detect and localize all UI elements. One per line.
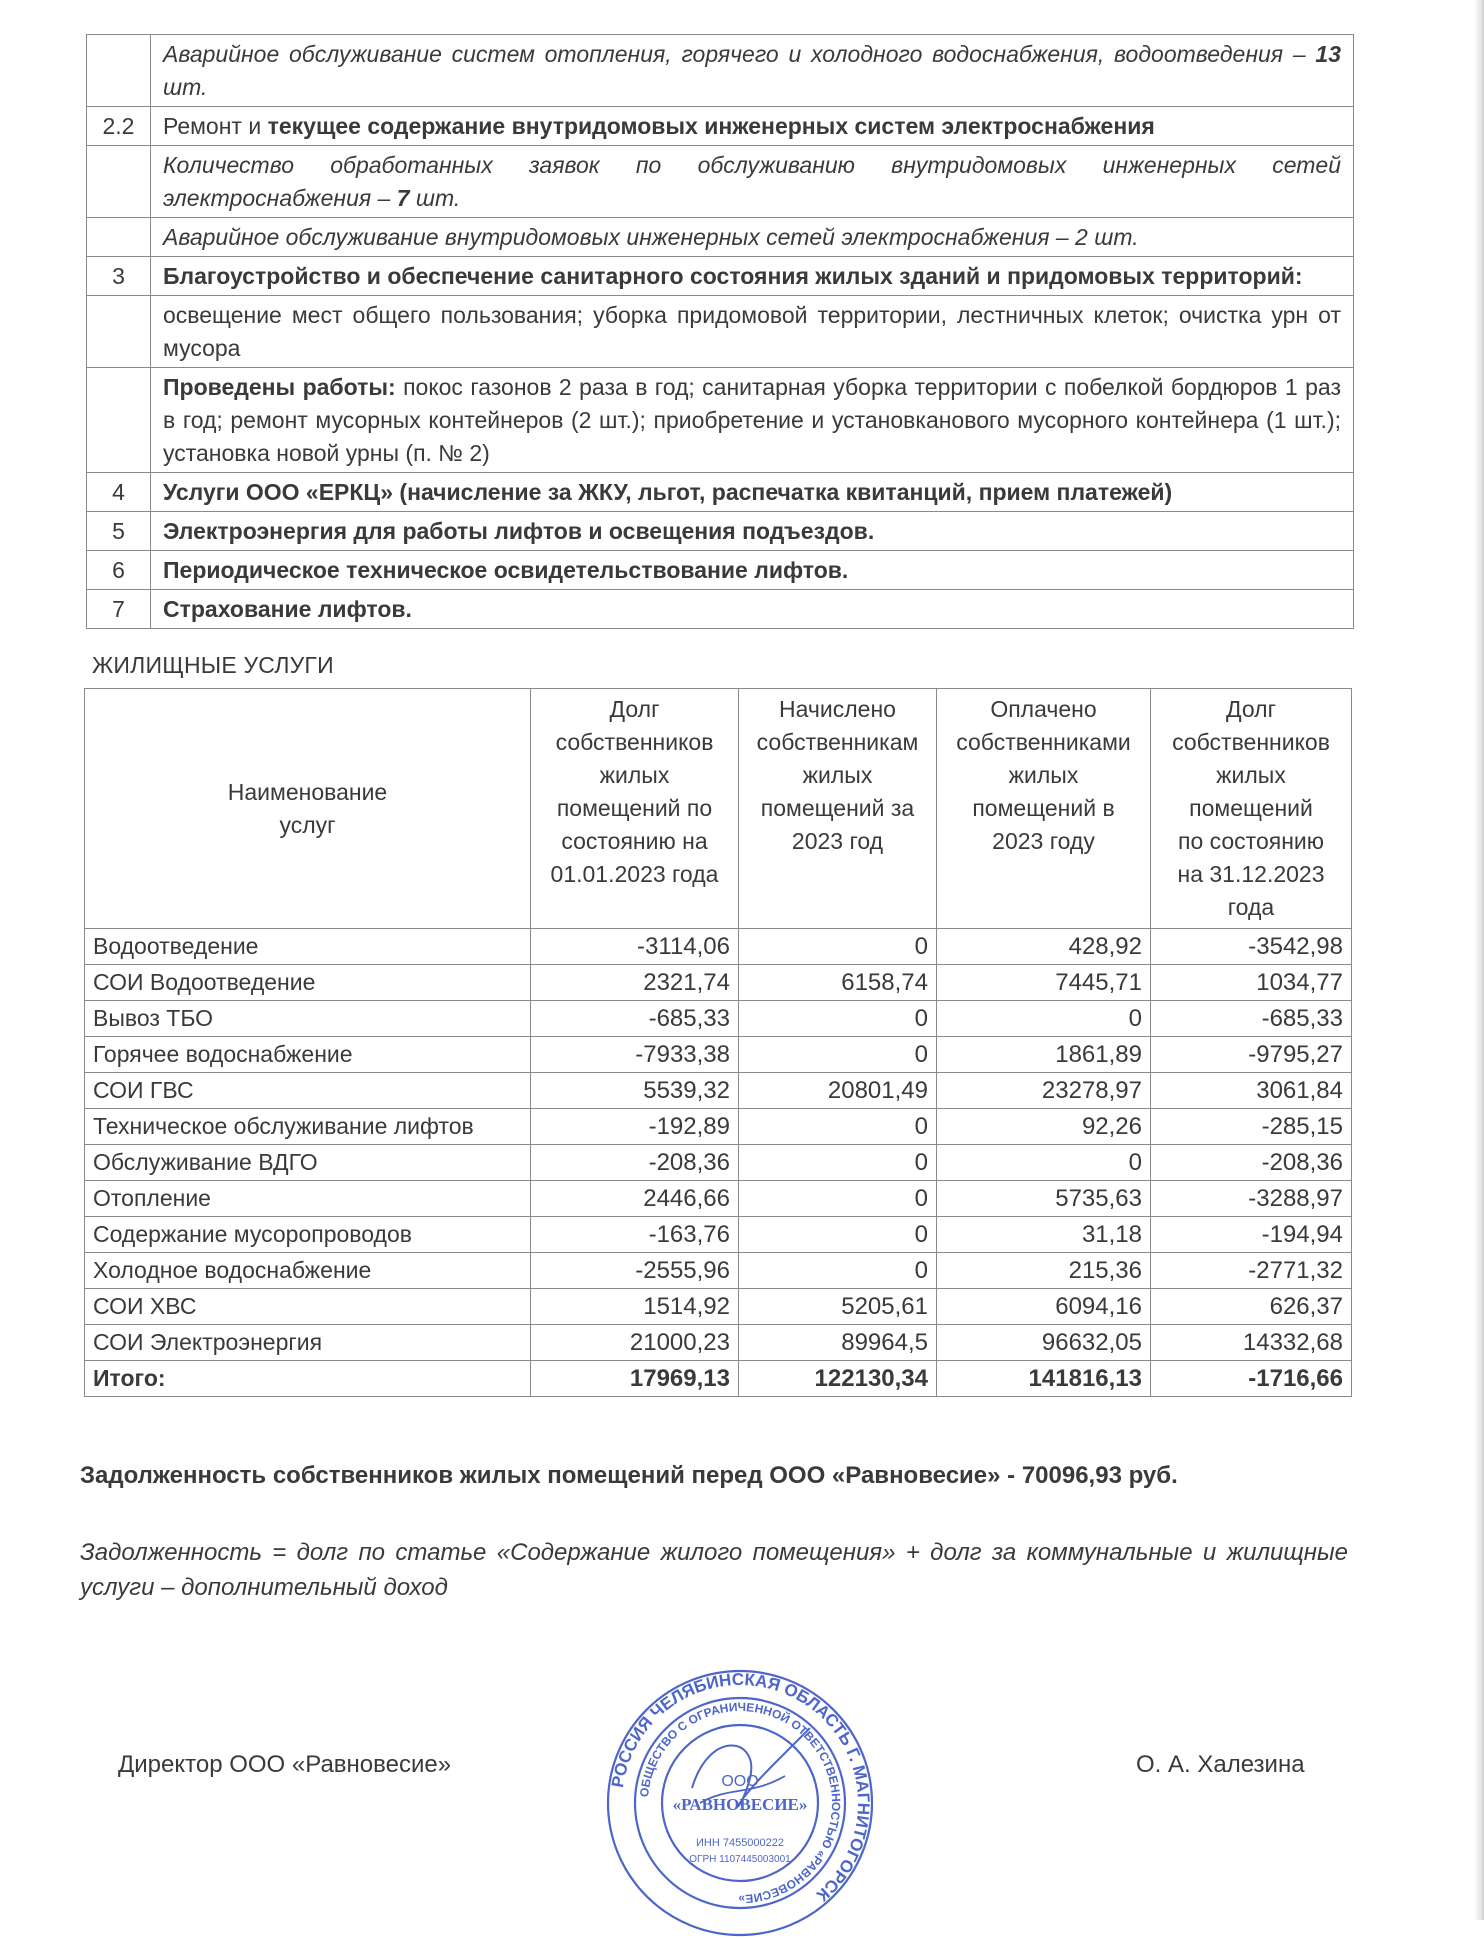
service-number: 4 <box>87 473 151 512</box>
service-description <box>151 368 1354 473</box>
amount-cell: 1034,77 <box>1151 965 1352 1001</box>
service-number: 5 <box>87 512 151 551</box>
table-row <box>85 1289 1352 1325</box>
amount-cell: 6158,74 <box>739 965 937 1001</box>
service-number: 3 <box>87 257 151 296</box>
amount-cell: -685,33 <box>1151 1001 1352 1037</box>
service-text-part: Количество обработанных заявок по обслуживанию внутридомовых инженерных сетей электроснабжения – <box>163 152 1341 211</box>
amount-cell: 1514,92 <box>531 1289 739 1325</box>
services-table <box>86 34 1354 629</box>
column-header: Долг собственников жилых помещений по состоянию на 31.12.2023 года <box>1151 689 1352 929</box>
amount-cell: -3114,06 <box>531 929 739 965</box>
service-name-cell: Горячее водоснабжение <box>85 1037 531 1073</box>
amount-cell: 89964,5 <box>739 1325 937 1361</box>
service-text-part: шт. <box>409 185 461 211</box>
amount-cell: -2771,32 <box>1151 1253 1352 1289</box>
service-description <box>151 473 1354 512</box>
stamp-center-main: «РАВНОВЕСИЕ» <box>672 1795 808 1814</box>
table-row <box>85 965 1352 1001</box>
amount-cell: 0 <box>937 1001 1151 1037</box>
service-row <box>87 590 1354 629</box>
amount-cell: 626,37 <box>1151 1289 1352 1325</box>
amount-cell: 96632,05 <box>937 1325 1151 1361</box>
amount-cell: 0 <box>739 1181 937 1217</box>
service-description <box>151 590 1354 629</box>
amount-cell: 17969,13 <box>531 1361 739 1397</box>
amount-cell: 0 <box>739 929 937 965</box>
amount-cell: 215,36 <box>937 1253 1151 1289</box>
housing-table-header-row <box>85 689 1352 929</box>
service-row <box>87 512 1354 551</box>
amount-cell: 0 <box>739 1001 937 1037</box>
amount-cell: 0 <box>739 1253 937 1289</box>
table-row <box>85 1253 1352 1289</box>
amount-cell: -9795,27 <box>1151 1037 1352 1073</box>
service-name-cell: Водоотведение <box>85 929 531 965</box>
service-row <box>87 296 1354 368</box>
amount-cell: -3542,98 <box>1151 929 1352 965</box>
service-text-part: текущее содержание внутридомовых инженерных систем электроснабжения <box>267 113 1155 139</box>
service-name-cell: СОИ Водоотведение <box>85 965 531 1001</box>
amount-cell: 7445,71 <box>937 965 1151 1001</box>
amount-cell: -2555,96 <box>531 1253 739 1289</box>
service-name-cell: Содержание мусоропроводов <box>85 1217 531 1253</box>
column-header: Наименование услуг <box>85 689 531 929</box>
table-row <box>85 1325 1352 1361</box>
service-row <box>87 257 1354 296</box>
service-row <box>87 146 1354 218</box>
service-number <box>87 368 151 473</box>
page-edge-shadow <box>1474 0 1484 1920</box>
stamp-ring-text: РОССИЯ ЧЕЛЯБИНСКАЯ ОБЛАСТЬ Г. МАГНИТОГОРСК <box>608 1669 874 1905</box>
service-text-part: 7 <box>396 185 410 211</box>
amount-cell: 0 <box>739 1217 937 1253</box>
service-name-cell: Отопление <box>85 1181 531 1217</box>
table-row <box>85 1109 1352 1145</box>
service-name-cell: Вывоз ТБО <box>85 1001 531 1037</box>
service-text-part: Проведены работы: <box>163 374 396 400</box>
table-row <box>85 1073 1352 1109</box>
service-name-cell: СОИ ХВС <box>85 1289 531 1325</box>
amount-cell: 23278,97 <box>937 1073 1151 1109</box>
service-text-part: 13 <box>1315 41 1341 67</box>
service-number <box>87 296 151 368</box>
housing-services-table <box>84 688 1352 1397</box>
service-number: 6 <box>87 551 151 590</box>
stamp-center-top: ООО <box>721 1773 759 1790</box>
service-row <box>87 551 1354 590</box>
debt-formula-note: Задолженность = долг по статье «Содержание жилого помещения» + долг за коммунальные и жилищные услуги – дополнительный доход <box>80 1539 1348 1601</box>
stamp-inner-text: ОБЩЕСТВО С ОГРАНИЧЕННОЙ ОТВЕТСТВЕННОСТЬЮ «РАВНОВЕСИЕ» <box>637 1699 844 1907</box>
amount-cell: 141816,13 <box>937 1361 1151 1397</box>
service-description <box>151 218 1354 257</box>
amount-cell: -685,33 <box>531 1001 739 1037</box>
amount-cell: 0 <box>739 1145 937 1181</box>
amount-cell: 0 <box>739 1109 937 1145</box>
service-number <box>87 218 151 257</box>
table-row <box>85 1037 1352 1073</box>
amount-cell: 1861,89 <box>937 1037 1151 1073</box>
amount-cell: 21000,23 <box>531 1325 739 1361</box>
amount-cell: 5205,61 <box>739 1289 937 1325</box>
signatory-name: О. А. Халезина <box>1136 1751 1305 1778</box>
debt-summary: Задолженность собственников жилых помещений перед ООО «Равновесие» - 70096,93 руб. <box>80 1462 1178 1489</box>
amount-cell: 20801,49 <box>739 1073 937 1109</box>
service-description <box>151 107 1354 146</box>
amount-cell: 5539,32 <box>531 1073 739 1109</box>
service-text-part: Ремонт и <box>163 113 268 139</box>
amount-cell: -7933,38 <box>531 1037 739 1073</box>
amount-cell: -192,89 <box>531 1109 739 1145</box>
service-number <box>87 35 151 107</box>
service-name-cell: Холодное водоснабжение <box>85 1253 531 1289</box>
amount-cell: 5735,63 <box>937 1181 1151 1217</box>
service-number: 7 <box>87 590 151 629</box>
service-description <box>151 551 1354 590</box>
service-description <box>151 257 1354 296</box>
column-header: Долг собственников жилых помещений по состоянию на 01.01.2023 года <box>531 689 739 929</box>
service-row <box>87 218 1354 257</box>
amount-cell: 92,26 <box>937 1109 1151 1145</box>
table-row <box>85 1181 1352 1217</box>
service-name-cell: Итого: <box>85 1361 531 1397</box>
services-table-body <box>87 35 1354 629</box>
service-name-cell: Техническое обслуживание лифтов <box>85 1109 531 1145</box>
service-description <box>151 296 1354 368</box>
service-description <box>151 146 1354 218</box>
service-text-part: покос газонов 2 раза в год; санитарная уборка территории с побелкой бордюров 1 раз в год; ремонт мусорных контейнеров (2 шт.); приобретение и установканового мусорного контейнера (1 шт.); установка новой урны (п. № 2) <box>163 374 1341 466</box>
service-row <box>87 473 1354 512</box>
amount-cell: -3288,97 <box>1151 1181 1352 1217</box>
table-row <box>85 1217 1352 1253</box>
service-number: 2.2 <box>87 107 151 146</box>
table-row <box>85 1001 1352 1037</box>
service-number <box>87 146 151 218</box>
amount-cell: 3061,84 <box>1151 1073 1352 1109</box>
service-text-part: Электроэнергия для работы лифтов и освещения подъездов. <box>163 518 875 544</box>
housing-table-body <box>85 929 1352 1397</box>
amount-cell: 31,18 <box>937 1217 1151 1253</box>
company-stamp <box>600 1668 880 1938</box>
service-text-part: Периодическое техническое освидетельствование лифтов. <box>163 557 849 583</box>
amount-cell: -163,76 <box>531 1217 739 1253</box>
amount-cell: -1716,66 <box>1151 1361 1352 1397</box>
table-row <box>85 929 1352 965</box>
signatory-position: Директор ООО «Равновесие» <box>118 1751 452 1778</box>
service-text-part: шт. <box>163 74 208 100</box>
amount-cell: 2321,74 <box>531 965 739 1001</box>
amount-cell: 0 <box>937 1145 1151 1181</box>
service-description <box>151 512 1354 551</box>
service-row <box>87 368 1354 473</box>
amount-cell: 122130,34 <box>739 1361 937 1397</box>
amount-cell: 0 <box>739 1037 937 1073</box>
stamp-inn: ИНН 7455000222 <box>695 1837 785 1849</box>
service-name-cell: СОИ Электроэнергия <box>85 1325 531 1361</box>
amount-cell: -285,15 <box>1151 1109 1352 1145</box>
service-name-cell: Обслуживание ВДГО <box>85 1145 531 1181</box>
amount-cell: 14332,68 <box>1151 1325 1352 1361</box>
service-row <box>87 35 1354 107</box>
amount-cell: 428,92 <box>937 929 1151 965</box>
amount-cell: -208,36 <box>531 1145 739 1181</box>
column-header: Начислено собственникам жилых помещений за 2023 год <box>739 689 937 929</box>
table-row <box>85 1145 1352 1181</box>
amount-cell: 6094,16 <box>937 1289 1151 1325</box>
amount-cell: 2446,66 <box>531 1181 739 1217</box>
service-text-part: освещение мест общего пользования; уборка придомовой территории, лестничных клеток; очистка урн от мусора <box>163 302 1341 361</box>
service-row <box>87 107 1354 146</box>
housing-section-title: ЖИЛИЩНЫЕ УСЛУГИ <box>92 652 334 678</box>
service-text-part: Услуги ООО «ЕРКЦ» (начисление за ЖКУ, льгот, распечатка квитанций, прием платежей) <box>163 479 1173 505</box>
service-text-part: Страхование лифтов. <box>163 596 412 622</box>
service-text-part: Аварийное обслуживание внутридомовых инженерных сетей электроснабжения – 2 шт. <box>163 224 1139 250</box>
service-text-part: Благоустройство и обеспечение санитарного состояния жилых зданий и придомовых территорий: <box>163 263 1303 289</box>
amount-cell: -208,36 <box>1151 1145 1352 1181</box>
stamp-ogrn: ОГРН 1107445003001 <box>689 1854 791 1865</box>
total-row <box>85 1361 1352 1397</box>
service-text-part: Аварийное обслуживание систем отопления, горячего и холодного водоснабжения, водоотведения – <box>163 41 1316 67</box>
column-header: Оплачено собственниками жилых помещений в 2023 году <box>937 689 1151 929</box>
amount-cell: -194,94 <box>1151 1217 1352 1253</box>
service-description <box>151 35 1354 107</box>
service-name-cell: СОИ ГВС <box>85 1073 531 1109</box>
